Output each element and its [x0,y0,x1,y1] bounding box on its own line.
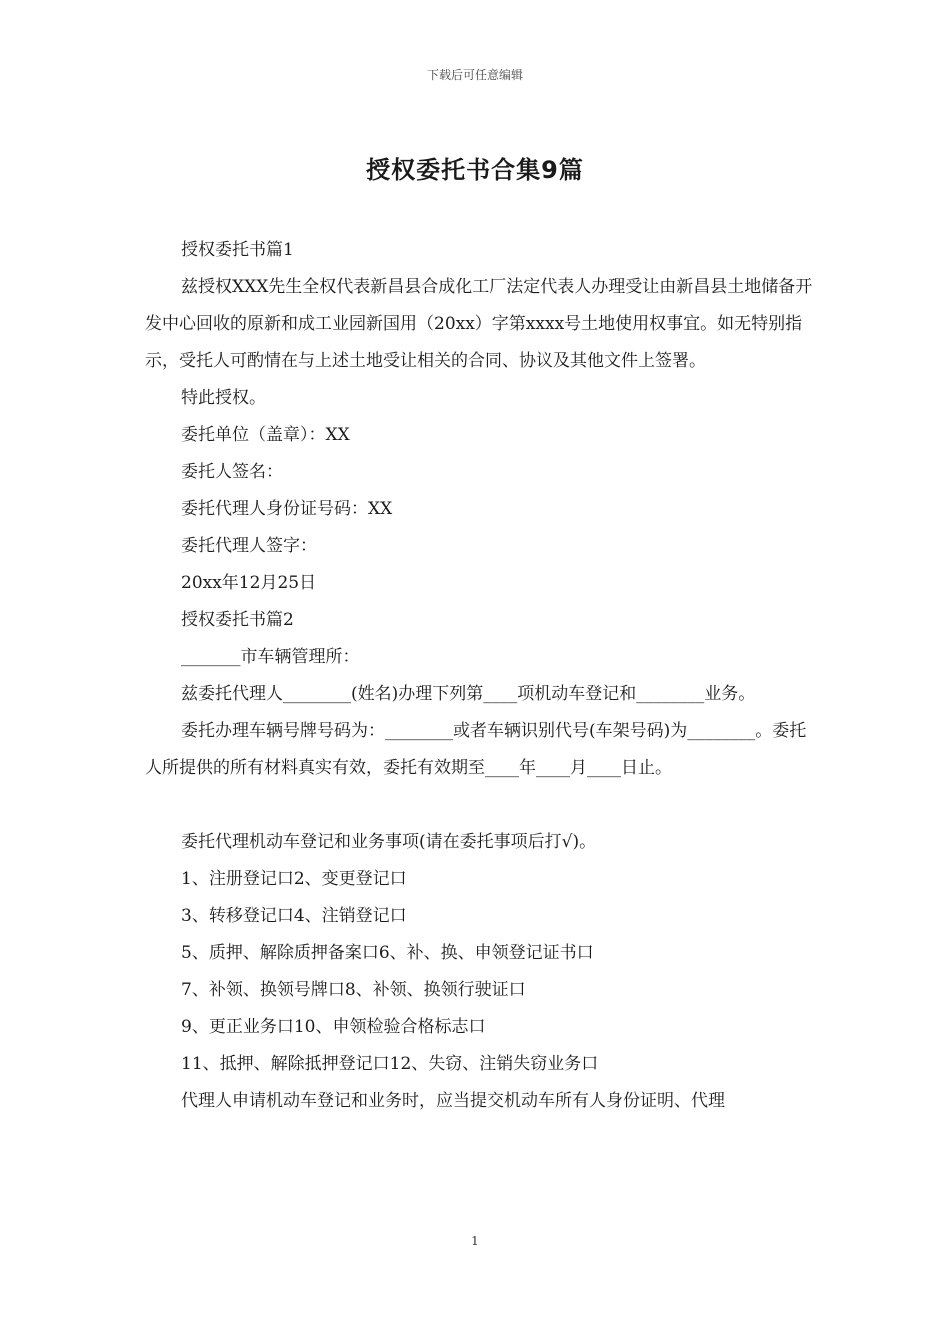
section-heading-2: 授权委托书篇2 [181,610,294,630]
blank-line [145,787,817,824]
list-item: 1、注册登记口2、变更登记口 [181,869,407,889]
entrusting-unit-line: 委托单位（盖章）：XX [181,425,350,445]
business-items-intro: 委托代理机动车登记和业务事项(请在委托事项后打√)。 [181,832,597,852]
date-line: 20xx年12月25日 [181,573,317,593]
document-title: 授权委托书合集9篇 [366,156,584,184]
vehicle-plate-paragraph: 委托办理车辆号牌号码为：________或者车辆识别代号(车架号码)为________。委托人所提供的所有材料真实有效，委托有效期至____年____月____日止。 [145,721,807,778]
page-number: 1 [471,1234,479,1248]
list-item: 11、抵押、解除抵押登记口12、失窃、注销失窃业务口 [181,1054,599,1074]
authorization-statement: 特此授权。 [181,388,266,408]
section-heading-1: 授权委托书篇1 [181,240,294,260]
list-item: 3、转移登记口4、注销登记口 [181,906,407,926]
agent-requirement-paragraph: 代理人申请机动车登记和业务时，应当提交机动车所有人身份证明、代理 [181,1091,725,1111]
entrusting-signature-line: 委托人签名： [181,462,283,482]
agent-entrust-paragraph: 兹委托代理人________(姓名)办理下列第____项机动车登记和________业务。 [181,684,756,704]
authorization-paragraph: 兹授权XXX先生全权代表新昌县合成化工厂法定代表人办理受让由新昌县土地储备开发中心回收的原新和成工业园新国用（20xx）字第xxxx号土地使用权事宜。如无特别指示，受托人可酌情在与上述土地受让相关的合同、协议及其他文件上签署。 [145,277,813,371]
header-note: 下载后可任意编辑 [426,68,523,82]
list-item: 7、补领、换领号牌口8、补领、换领行驶证口 [181,980,526,1000]
agent-signature-line: 委托代理人签字： [181,536,317,556]
list-item: 5、质押、解除质押备案口6、补、换、申领登记证书口 [181,943,594,963]
document-body [145,232,817,1120]
list-item: 9、更正业务口10、申领检验合格标志口 [181,1017,486,1037]
addressee-line: _______市车辆管理所： [181,647,360,667]
agent-id-line: 委托代理人身份证号码：XX [181,499,393,519]
